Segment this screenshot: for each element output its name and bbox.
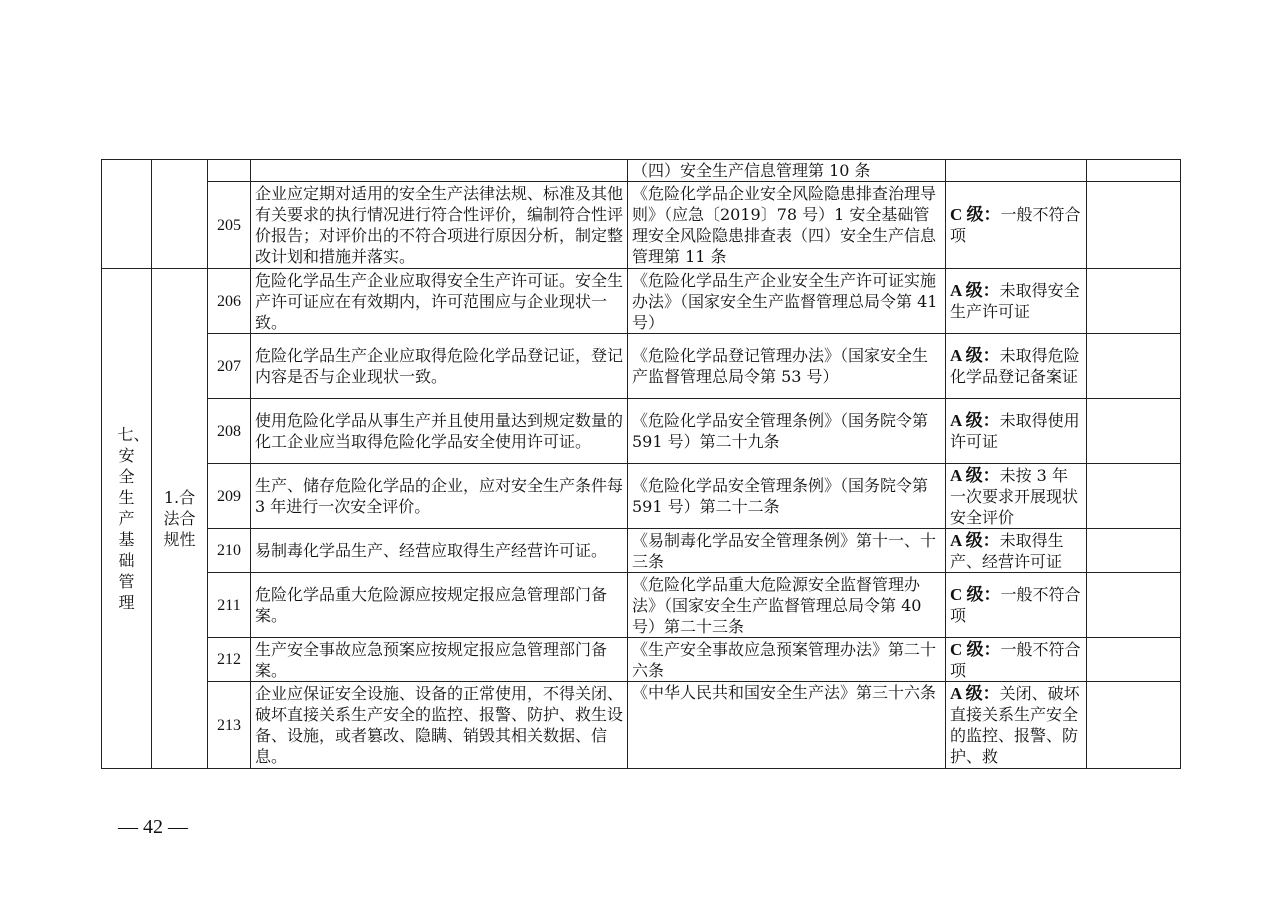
basis-cell: [628, 269, 946, 334]
basis-cell: [628, 160, 946, 182]
table-row: [102, 334, 1181, 399]
grade-level: A 级：: [950, 281, 1000, 300]
grade-text: 未取得使用许可证: [950, 411, 1080, 451]
basis-text: 《危险化学品登记管理办法》（国家安全生产监督管理总局令第 53 号）: [632, 346, 929, 386]
remark-cell: [1087, 160, 1181, 182]
requirement-text: 生产、储存危险化学品的企业，应对安全生产条件每 3 年进行一次安全评价。: [255, 476, 623, 516]
requirement-text: 危险化学品生产企业应取得安全生产许可证。安全生产许可证应在有效期内，许可范围应与企业现状一致。: [255, 270, 623, 332]
item-number: 211: [208, 573, 251, 638]
table-row: [102, 638, 1181, 682]
category-cell: [102, 269, 152, 769]
grade-text: 关闭、破坏直接关系生产安全的监控、报警、防护、救: [950, 684, 1080, 766]
grade-cell: [946, 182, 1087, 269]
requirement-cell: [251, 464, 628, 529]
remark-cell: [1087, 399, 1181, 464]
grade-cell: [946, 529, 1087, 573]
grade-cell: [946, 638, 1087, 682]
basis-cell: [628, 529, 946, 573]
grade-level: C 级：: [950, 205, 1001, 224]
basis-text: 《危险化学品重大危险源安全监督管理办法》（国家安全生产监督管理总局令第 40 号）第二十三条: [632, 574, 922, 636]
grade-text: 未取得安全生产许可证: [950, 281, 1080, 321]
item-number: 210: [208, 529, 251, 573]
regulation-table: [101, 159, 1181, 769]
requirement-text: 使用危险化学品从事生产并且使用量达到规定数量的化工企业应当取得危险化学品安全使用许可证。: [255, 411, 623, 451]
item-number: 205: [208, 182, 251, 269]
grade-text: 未按 3 年一次要求开展现状安全评价: [950, 465, 1079, 527]
table-row: [102, 682, 1181, 769]
basis-cell: [628, 464, 946, 529]
grade-cell: [946, 573, 1087, 638]
remark-cell: [1087, 464, 1181, 529]
grade-cell: [946, 334, 1087, 399]
remark-cell: [1087, 269, 1181, 334]
requirement-text: 危险化学品重大危险源应按规定报应急管理部门备案。: [255, 585, 608, 625]
requirement-cell: [251, 334, 628, 399]
requirement-cell: [251, 573, 628, 638]
requirement-cell: [251, 160, 628, 182]
table-row: [102, 399, 1181, 464]
grade-cell: [946, 160, 1087, 182]
table-row: [102, 160, 1181, 182]
grade-level: A 级：: [950, 530, 1000, 550]
grade-level: A 级：: [950, 346, 1000, 365]
subcategory-cell-prev: [152, 160, 208, 269]
subcategory-cell: [152, 269, 208, 769]
grade-cell: [946, 269, 1087, 334]
item-number: 209: [208, 464, 251, 529]
basis-text: 《中华人民共和国安全生产法》第三十六条: [632, 683, 937, 702]
basis-cell: [628, 682, 946, 769]
grade-level: A 级：: [950, 411, 1000, 430]
basis-cell: [628, 638, 946, 682]
remark-cell: [1087, 573, 1181, 638]
item-number: 208: [208, 399, 251, 464]
grade-text: 未取得生产、经营许可证: [950, 530, 1064, 571]
requirement-cell: [251, 682, 628, 769]
grade-text: 未取得危险化学品登记备案证: [950, 346, 1080, 386]
page-number: — 42 —: [118, 816, 188, 838]
basis-text: 《危险化学品安全管理条例》（国务院令第 591 号）第二十二条: [632, 476, 929, 516]
remark-cell: [1087, 529, 1181, 573]
basis-text: （四）安全生产信息管理第 10 条: [632, 161, 871, 180]
grade-level: C 级：: [950, 585, 1001, 604]
table-row: [102, 573, 1181, 638]
grade-level: C 级：: [950, 639, 1001, 659]
requirement-text: 危险化学品生产企业应取得危险化学品登记证，登记内容是否与企业现状一致。: [255, 346, 623, 386]
item-number: 213: [208, 682, 251, 769]
requirement-cell: [251, 269, 628, 334]
basis-text: 《危险化学品企业安全风险隐患排查治理导则》（应急〔2019〕78 号）1 安全基础管理安全风险隐患排查表（四）安全生产信息管理第 11 条: [632, 184, 937, 266]
table-row: [102, 269, 1181, 334]
basis-text: 《生产安全事故应急预案管理办法》第二十六条: [632, 639, 937, 680]
requirement-text: 易制毒化学品生产、经营应取得生产经营许可证。: [255, 541, 608, 560]
basis-cell: [628, 334, 946, 399]
grade-level: A 级：: [950, 684, 1000, 703]
item-number: 207: [208, 334, 251, 399]
requirement-text: 生产安全事故应急预案应按规定报应急管理部门备案。: [255, 639, 608, 680]
requirement-text: 企业应定期对适用的安全生产法律法规、标准及其他有关要求的执行情况进行符合性评价，编制符合性评价报告；对评价出的不符合项进行原因分析，制定整改计划和措施并落实。: [255, 184, 623, 266]
remark-cell: [1087, 638, 1181, 682]
grade-level: A 级：: [950, 465, 1000, 485]
item-number: 212: [208, 638, 251, 682]
table-row: [102, 464, 1181, 529]
grade-cell: [946, 399, 1087, 464]
basis-cell: [628, 182, 946, 269]
grade-text: 一般不符合项: [950, 585, 1081, 625]
basis-cell: [628, 399, 946, 464]
grade-cell: [946, 682, 1087, 769]
category-cell-prev: [102, 160, 152, 269]
basis-cell: [628, 573, 946, 638]
grade-text: 一般不符合项: [950, 639, 1081, 680]
basis-text: 《易制毒化学品安全管理条例》第十一、十三条: [632, 530, 937, 571]
basis-text: 《危险化学品安全管理条例》（国务院令第 591 号）第二十九条: [632, 411, 929, 451]
basis-text: 《危险化学品生产企业安全生产许可证实施办法》（国家安全生产监督管理总局令第 41 号）: [632, 270, 938, 332]
item-number: 206: [208, 269, 251, 334]
subcategory-label: 1.合法合规性: [163, 488, 196, 549]
requirement-text: 企业应保证安全设施、设备的正常使用，不得关闭、破坏直接关系生产安全的监控、报警、防护、救生设备、设施，或者篡改、隐瞒、销毁其相关数据、信息。: [255, 684, 623, 766]
category-label: 七、安全生产基础管理: [117, 425, 150, 612]
remark-cell: [1087, 682, 1181, 769]
requirement-cell: [251, 529, 628, 573]
remark-cell: [1087, 182, 1181, 269]
item-number: [208, 160, 251, 182]
requirement-cell: [251, 399, 628, 464]
grade-text: 一般不符合项: [950, 205, 1081, 245]
grade-cell: [946, 464, 1087, 529]
table-row: [102, 529, 1181, 573]
requirement-cell: [251, 638, 628, 682]
table-row: [102, 182, 1181, 269]
remark-cell: [1087, 334, 1181, 399]
requirement-cell: [251, 182, 628, 269]
